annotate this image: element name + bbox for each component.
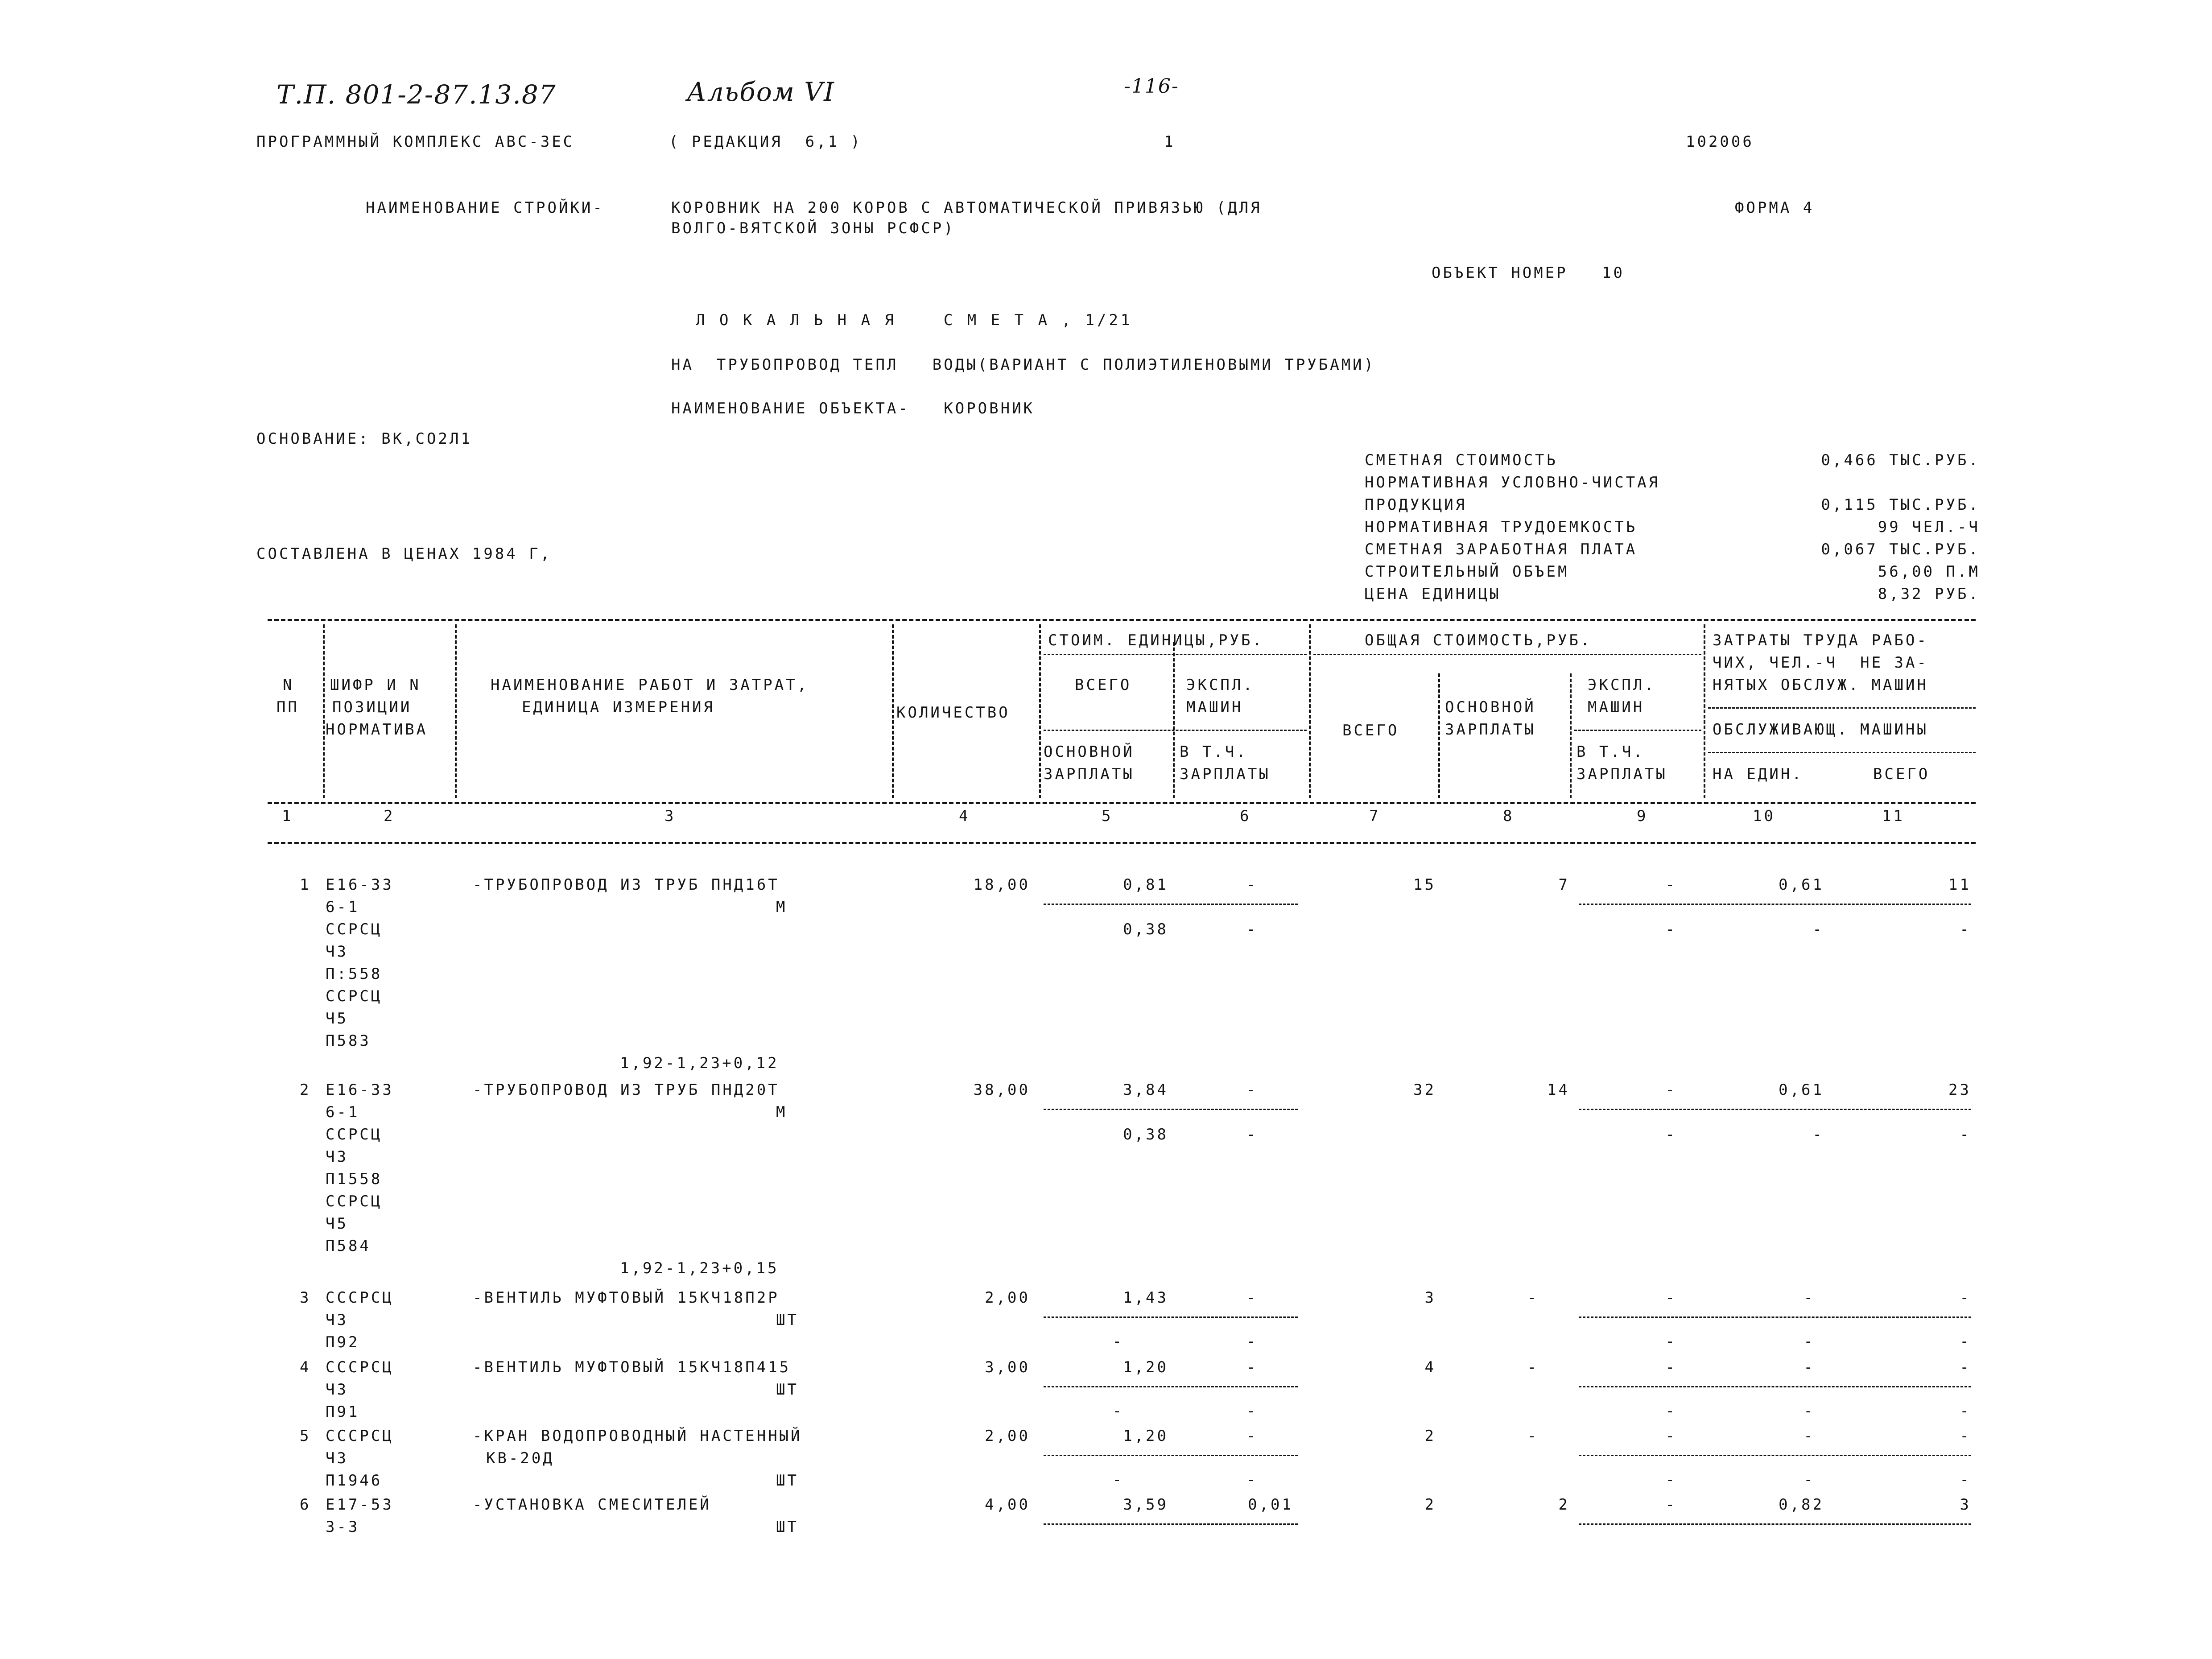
row-labor-total: 3 xyxy=(1960,1496,1971,1514)
row-number: 6 xyxy=(300,1496,311,1514)
row-unit: ШТ xyxy=(776,1472,799,1490)
row-machine-wage: - xyxy=(1665,920,1677,938)
row-code: П:558 xyxy=(326,965,383,983)
row-labor-unit: - xyxy=(1803,1471,1815,1489)
row-subrule xyxy=(1579,1523,1971,1525)
row-labor-unit: - xyxy=(1803,1402,1815,1420)
col-unit-wage-header: ЗАРПЛАТЫ xyxy=(1044,765,1135,783)
row-code: Е17-53 xyxy=(326,1496,394,1514)
col-mach-wage-header: В Т.Ч. xyxy=(1576,743,1645,761)
row-unit-machine: - xyxy=(1246,876,1258,894)
row-total: 15 xyxy=(1413,876,1436,894)
row-unit-total: 1,43 xyxy=(1123,1289,1168,1307)
col-number: 11 xyxy=(1882,807,1905,825)
row-subrule xyxy=(1579,1109,1971,1110)
col-mach-header: МАШИН xyxy=(1588,698,1645,716)
row-labor-total: 23 xyxy=(1948,1081,1971,1099)
row-work-name: -УСТАНОВКА СМЕСИТЕЛЕЙ xyxy=(473,1496,711,1514)
row-total: 2 xyxy=(1424,1496,1436,1514)
basis-label: ОСНОВАНИЕ: ВК,СО2Л1 xyxy=(256,430,472,448)
summary-label: НОРМАТИВНАЯ ТРУДОЕМКОСТЬ xyxy=(1365,518,1638,536)
row-machine-wage: - xyxy=(1665,1333,1677,1350)
col-mach-header: ЭКСПЛ. xyxy=(1588,676,1656,694)
row-quantity: 18,00 xyxy=(973,876,1030,894)
row-code: 6-1 xyxy=(326,898,360,916)
col-unit-mach-wage-header: ЗАРПЛАТЫ xyxy=(1180,765,1271,783)
row-code: СССРСЦ xyxy=(326,1289,394,1307)
row-machine-wage: - xyxy=(1665,1471,1677,1489)
summary-label: СМЕТНАЯ СТОИМОСТЬ xyxy=(1365,451,1558,469)
row-wage: - xyxy=(1527,1358,1539,1376)
row-code: ССРСЦ xyxy=(326,920,383,938)
row-unit: ШТ xyxy=(776,1381,799,1399)
summary-value: 0,466 ТЫС.РУБ. xyxy=(1821,451,1980,469)
row-code: ССРСЦ xyxy=(326,1193,383,1210)
col-name-header: НАИМЕНОВАНИЕ РАБОТ И ЗАТРАТ, xyxy=(491,676,809,694)
row-code: Ч3 xyxy=(326,1311,348,1329)
row-subrule xyxy=(1579,904,1971,905)
row-subrule xyxy=(1579,1316,1971,1318)
row-machine: - xyxy=(1665,876,1677,894)
edition-label: ( РЕДАКЦИЯ 6,1 ) xyxy=(669,133,862,151)
sheet-number: 1 xyxy=(1164,133,1176,151)
row-code: П92 xyxy=(326,1333,360,1351)
row-unit-machine: - xyxy=(1246,1427,1258,1445)
summary-value: 56,00 П.М xyxy=(1878,563,1980,581)
col-unit-mach-wage-header: В Т.Ч. xyxy=(1180,743,1248,761)
row-machine-wage: - xyxy=(1665,1126,1677,1143)
row-work-name-cont: КВ-20Д xyxy=(486,1449,554,1467)
row-formula: 1,92-1,23+0,12 xyxy=(620,1054,779,1072)
row-labor-unit: - xyxy=(1812,1126,1824,1143)
col-labor-total-header: ВСЕГО xyxy=(1873,765,1930,783)
row-unit: М xyxy=(776,1103,788,1121)
row-code: П91 xyxy=(326,1403,360,1421)
col-number: 8 xyxy=(1503,807,1515,825)
col-number: 1 xyxy=(282,807,293,825)
row-unit-wage: 0,38 xyxy=(1123,1126,1168,1143)
row-total: 32 xyxy=(1413,1081,1436,1099)
col-num-header: N xyxy=(283,676,294,694)
row-subrule xyxy=(1044,1109,1298,1110)
row-unit-machine-wage: - xyxy=(1246,1333,1258,1350)
col-unit-mach-header: ЭКСПЛ. xyxy=(1186,676,1255,694)
form-label: ФОРМА 4 xyxy=(1735,199,1815,217)
col-code-header: ПОЗИЦИИ xyxy=(332,698,412,716)
row-unit: ШТ xyxy=(776,1518,799,1536)
row-labor-unit: - xyxy=(1803,1333,1815,1350)
row-quantity: 38,00 xyxy=(973,1081,1030,1099)
column-divider xyxy=(892,624,894,798)
row-subrule xyxy=(1044,1386,1298,1387)
row-machine: - xyxy=(1665,1358,1677,1376)
row-code: СССРСЦ xyxy=(326,1358,394,1376)
row-unit-wage: - xyxy=(1112,1471,1124,1489)
row-labor-total: - xyxy=(1960,1333,1971,1350)
summary-label: ПРОДУКЦИЯ xyxy=(1365,496,1467,514)
row-labor-unit: 0,61 xyxy=(1779,1081,1824,1099)
row-quantity: 3,00 xyxy=(985,1358,1030,1376)
col-total-cost-header: ОБЩАЯ СТОИМОСТЬ,РУБ. xyxy=(1365,631,1592,649)
subheader-rule xyxy=(1574,730,1701,731)
col-number: 2 xyxy=(384,807,395,825)
column-divider xyxy=(1570,673,1572,798)
row-subrule xyxy=(1044,904,1298,905)
row-labor-unit: 0,82 xyxy=(1779,1496,1824,1514)
row-code: Ч3 xyxy=(326,1148,348,1166)
row-total: 4 xyxy=(1424,1358,1436,1376)
row-quantity: 2,00 xyxy=(985,1427,1030,1445)
row-labor-total: - xyxy=(1960,1126,1971,1143)
col-wage-header: ОСНОВНОЙ xyxy=(1445,698,1536,716)
row-code: П1558 xyxy=(326,1170,383,1188)
col-labor-header: ЗАТРАТЫ ТРУДА РАБО- xyxy=(1713,631,1928,649)
row-code: Е16-33 xyxy=(326,1081,394,1099)
row-code: Ч3 xyxy=(326,1381,348,1399)
col-number: 4 xyxy=(959,807,970,825)
col-number: 6 xyxy=(1240,807,1251,825)
row-formula: 1,92-1,23+0,15 xyxy=(620,1259,779,1277)
col-labor-header: НЯТЫХ ОБСЛУЖ. МАШИН xyxy=(1713,676,1928,694)
row-labor-total: - xyxy=(1960,1471,1971,1489)
summary-value: 99 ЧЕЛ.-Ч xyxy=(1878,518,1980,536)
col-number: 10 xyxy=(1753,807,1775,825)
column-divider xyxy=(1438,673,1440,798)
col-labor-header: ЧИХ, ЧЕЛ.-Ч НЕ ЗА- xyxy=(1713,654,1928,672)
row-unit: М xyxy=(776,898,788,916)
col-qty-header: КОЛИЧЕСТВО xyxy=(896,704,1010,722)
row-machine: - xyxy=(1665,1496,1677,1514)
col-number: 9 xyxy=(1637,807,1648,825)
row-wage: 14 xyxy=(1547,1081,1570,1099)
row-work-name: -ТРУБОПРОВОД ИЗ ТРУБ ПНД20Т xyxy=(473,1081,780,1099)
row-labor-total: - xyxy=(1960,1402,1971,1420)
row-machine: - xyxy=(1665,1289,1677,1307)
row-total: 3 xyxy=(1424,1289,1436,1307)
row-code: 6-1 xyxy=(326,1103,360,1121)
row-unit-machine: - xyxy=(1246,1358,1258,1376)
album-label: Альбом VI xyxy=(687,77,835,107)
summary-label: СМЕТНАЯ ЗАРАБОТНАЯ ПЛАТА xyxy=(1365,541,1638,558)
row-quantity: 4,00 xyxy=(985,1496,1030,1514)
col-number: 3 xyxy=(664,807,676,825)
col-unit-cost-header: СТОИМ. ЕДИНИЦЫ,РУБ. xyxy=(1048,631,1264,649)
row-number: 5 xyxy=(300,1427,311,1445)
object-name: НАИМЕНОВАНИЕ ОБЪЕКТА- КОРОВНИК xyxy=(671,400,1035,417)
row-quantity: 2,00 xyxy=(985,1289,1030,1307)
construction-label: НАИМЕНОВАНИЕ СТРОЙКИ- xyxy=(366,199,604,217)
table-top-rule xyxy=(268,619,1976,621)
row-labor-total: - xyxy=(1960,1358,1971,1376)
row-unit-machine: - xyxy=(1246,1289,1258,1307)
row-code: Ч3 xyxy=(326,1449,348,1467)
row-work-name: -ВЕНТИЛЬ МУФТОВЫЙ 15КЧ18П415 xyxy=(473,1358,791,1376)
col-total-header: ВСЕГО xyxy=(1342,722,1399,739)
col-wage-header: ЗАРПЛАТЫ xyxy=(1445,721,1536,739)
col-unit-mach-header: МАШИН xyxy=(1186,698,1243,716)
row-code: Ч3 xyxy=(326,943,348,961)
row-code: П584 xyxy=(326,1237,371,1255)
row-wage: - xyxy=(1527,1289,1539,1307)
row-number: 2 xyxy=(300,1081,311,1099)
subheader-rule xyxy=(1044,730,1307,731)
row-unit-machine: 0,01 xyxy=(1248,1496,1293,1514)
row-total: 2 xyxy=(1424,1427,1436,1445)
col-code-header: НОРМАТИВА xyxy=(326,721,428,739)
row-subrule xyxy=(1044,1316,1298,1318)
row-number: 1 xyxy=(300,876,311,894)
header-bottom-rule xyxy=(268,802,1976,804)
row-work-name: -ТРУБОПРОВОД ИЗ ТРУБ ПНД16Т xyxy=(473,876,780,894)
row-labor-unit: 0,61 xyxy=(1779,876,1824,894)
row-code: П1946 xyxy=(326,1472,383,1490)
row-unit-machine-wage: - xyxy=(1246,1471,1258,1489)
row-unit-total: 0,81 xyxy=(1123,876,1168,894)
col-labor-unit-header: НА ЕДИН. xyxy=(1713,765,1803,783)
row-code: СССРСЦ xyxy=(326,1427,394,1445)
row-labor-total: - xyxy=(1960,1427,1971,1445)
estimate-title: Л О К А Л Ь Н А Я С М Е Т А , 1/21 xyxy=(696,311,1133,329)
construction-name-line1: КОРОВНИК НА 200 КОРОВ С АВТОМАТИЧЕСКОЙ ПРИВЯЗЬЮ (ДЛЯ xyxy=(671,199,1262,217)
row-unit-total: 3,84 xyxy=(1123,1081,1168,1099)
row-code: Е16-33 xyxy=(326,876,394,894)
construction-name-line2: ВОЛГО-ВЯТСКОЙ ЗОНЫ РСФСР) xyxy=(671,219,955,237)
row-code: Ч5 xyxy=(326,1010,348,1028)
column-number-rule xyxy=(268,842,1976,844)
row-unit-total: 1,20 xyxy=(1123,1358,1168,1376)
column-divider xyxy=(1704,624,1705,798)
row-subrule xyxy=(1044,1455,1298,1456)
row-machine-wage: - xyxy=(1665,1402,1677,1420)
col-mach-wage-header: ЗАРПЛАТЫ xyxy=(1576,765,1667,783)
row-labor-total: - xyxy=(1960,1289,1971,1307)
row-labor-unit: - xyxy=(1803,1289,1815,1307)
row-unit-machine-wage: - xyxy=(1246,1402,1258,1420)
document-code: 102006 xyxy=(1686,133,1754,151)
price-level: СОСТАВЛЕНА В ЦЕНАХ 1984 Г, xyxy=(256,545,552,563)
row-labor-unit: - xyxy=(1803,1427,1815,1445)
row-machine: - xyxy=(1665,1427,1677,1445)
row-number: 3 xyxy=(300,1289,311,1307)
subheader-rule xyxy=(1044,654,1307,655)
row-labor-total: - xyxy=(1960,920,1971,938)
col-labor-header: ОБСЛУЖИВАЮЩ. МАШИНЫ xyxy=(1713,721,1928,739)
col-number: 5 xyxy=(1102,807,1113,825)
row-machine: - xyxy=(1665,1081,1677,1099)
summary-label: СТРОИТЕЛЬНЫЙ ОБЪЕМ xyxy=(1365,563,1569,581)
row-unit-total: 3,59 xyxy=(1123,1496,1168,1514)
subheader-rule xyxy=(1708,752,1976,753)
column-divider xyxy=(1039,624,1041,798)
col-name-header: ЕДИНИЦА ИЗМЕРЕНИЯ xyxy=(522,698,715,716)
row-unit-total: 1,20 xyxy=(1123,1427,1168,1445)
row-labor-unit: - xyxy=(1803,1358,1815,1376)
summary-value: 8,32 РУБ. xyxy=(1878,585,1980,603)
row-subrule xyxy=(1579,1455,1971,1456)
row-unit-wage: - xyxy=(1112,1402,1124,1420)
program-name: ПРОГРАММНЫЙ КОМПЛЕКС АВС-ЗЕС xyxy=(256,133,575,151)
col-code-header: ШИФР И N xyxy=(330,676,421,694)
row-code: 3-3 xyxy=(326,1518,360,1536)
row-unit-wage: 0,38 xyxy=(1123,920,1168,938)
column-divider xyxy=(323,624,325,798)
row-unit-machine-wage: - xyxy=(1246,1126,1258,1143)
col-num-header: ПП xyxy=(276,698,299,716)
column-divider xyxy=(1309,624,1311,798)
subheader-rule xyxy=(1708,707,1976,709)
summary-value: 0,067 ТЫС.РУБ. xyxy=(1821,541,1980,558)
row-labor-unit: - xyxy=(1812,920,1824,938)
column-divider xyxy=(455,624,457,798)
row-unit-machine: - xyxy=(1246,1081,1258,1099)
row-number: 4 xyxy=(300,1358,311,1376)
col-unit-total-header: ВСЕГО xyxy=(1075,676,1132,694)
column-divider xyxy=(1173,642,1175,798)
row-unit-machine-wage: - xyxy=(1246,920,1258,938)
row-unit: ШТ xyxy=(776,1311,799,1329)
row-wage: 7 xyxy=(1558,876,1570,894)
object-number: ОБЪЕКТ НОМЕР 10 xyxy=(1432,264,1625,282)
row-code: П583 xyxy=(326,1032,371,1050)
row-work-name: -КРАН ВОДОПРОВОДНЫЙ НАСТЕННЫЙ xyxy=(473,1427,802,1445)
page-number: -116- xyxy=(1124,75,1179,98)
row-code: ССРСЦ xyxy=(326,987,383,1005)
row-code: Ч5 xyxy=(326,1215,348,1233)
row-work-name: -ВЕНТИЛЬ МУФТОВЫЙ 15КЧ18П2Р xyxy=(473,1289,780,1307)
col-unit-wage-header: ОСНОВНОЙ xyxy=(1044,743,1135,761)
document-ref: Т.П. 801-2-87.13.87 xyxy=(276,79,557,110)
summary-label: НОРМАТИВНАЯ УСЛОВНО-ЧИСТАЯ xyxy=(1365,474,1660,491)
subheader-rule xyxy=(1313,654,1701,655)
summary-label: ЦЕНА ЕДИНИЦЫ xyxy=(1365,585,1501,603)
row-subrule xyxy=(1044,1523,1298,1525)
row-code: ССРСЦ xyxy=(326,1126,383,1143)
summary-value: 0,115 ТЫС.РУБ. xyxy=(1821,496,1980,514)
row-unit-wage: - xyxy=(1112,1333,1124,1350)
row-wage: 2 xyxy=(1558,1496,1570,1514)
col-number: 7 xyxy=(1369,807,1381,825)
row-labor-total: 11 xyxy=(1948,876,1971,894)
row-subrule xyxy=(1579,1386,1971,1387)
estimate-subtitle: НА ТРУБОПРОВОД ТЕПЛ ВОДЫ(ВАРИАНТ С ПОЛИЭТИЛЕНОВЫМИ ТРУБАМИ) xyxy=(671,356,1376,374)
row-wage: - xyxy=(1527,1427,1539,1445)
